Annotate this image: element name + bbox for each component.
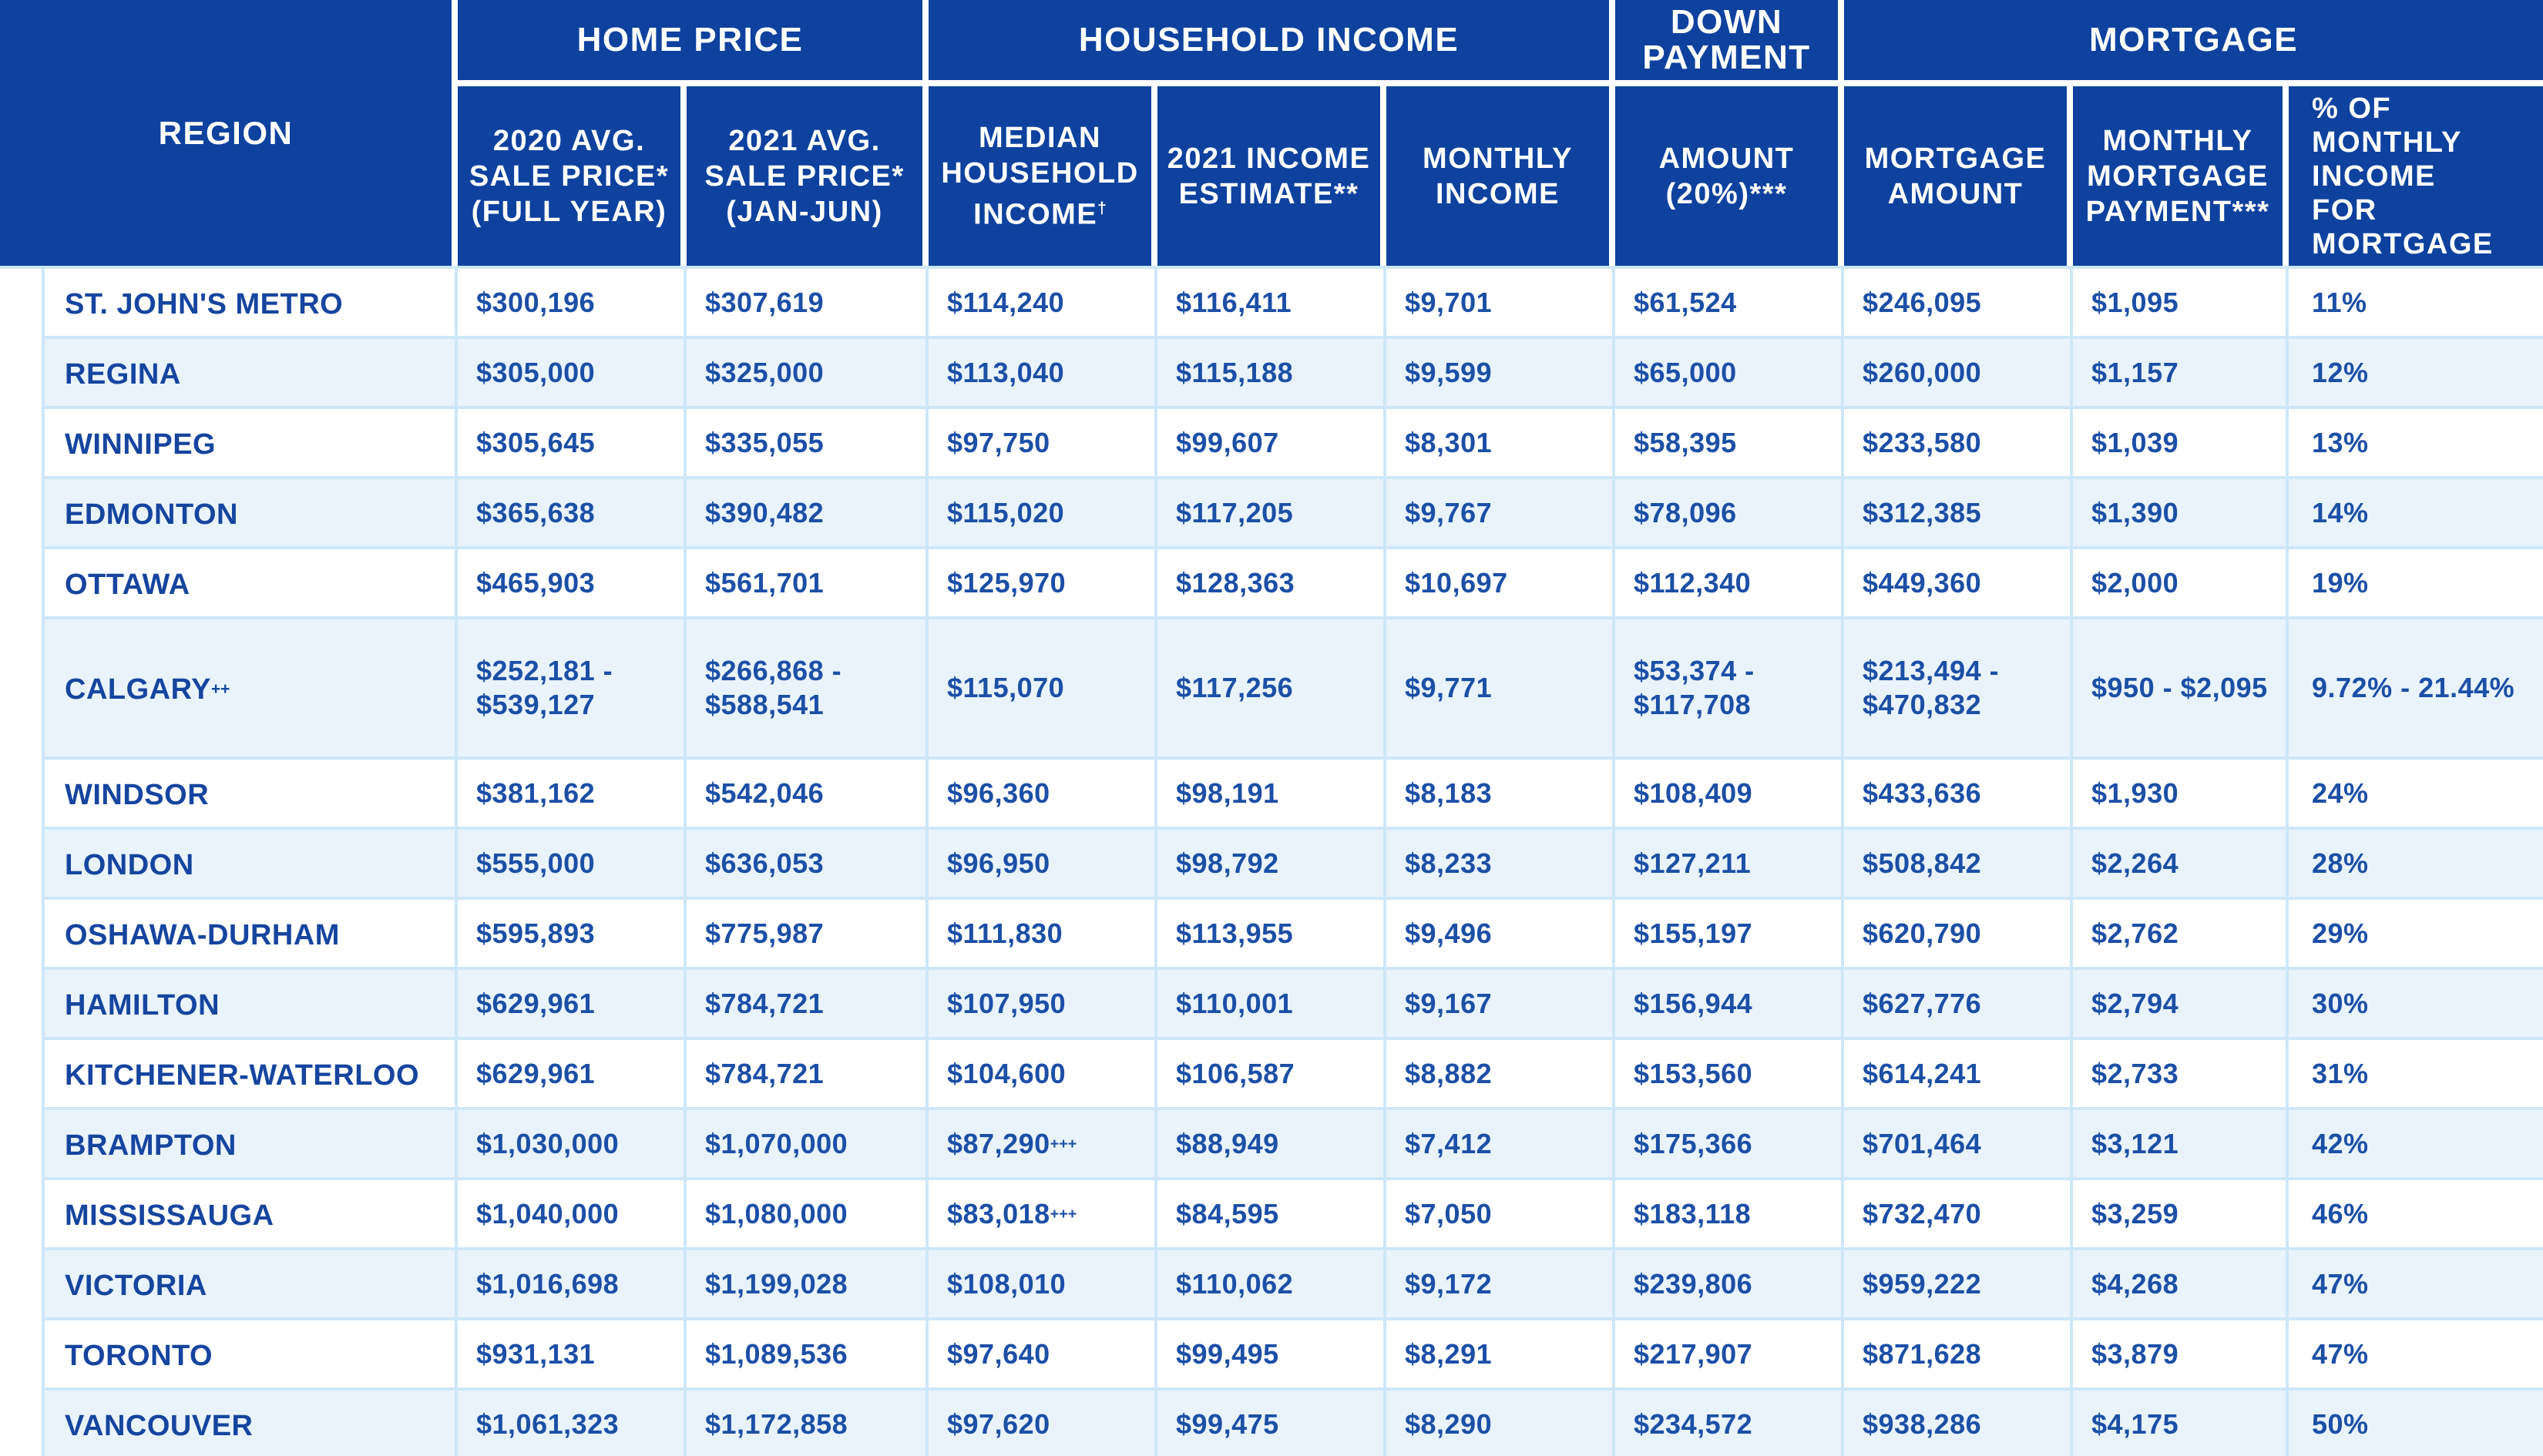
- region-cell: WINDSOR: [0, 760, 458, 830]
- table-row-calgary: [0, 619, 2543, 760]
- value-cell: $155,197: [1615, 900, 1844, 970]
- value-cell: $88,949: [1157, 1110, 1386, 1180]
- value-cell: $99,495: [1157, 1320, 1386, 1391]
- table-row-brampton: [0, 1110, 2543, 1180]
- value-cell: 47%: [2289, 1320, 2543, 1391]
- value-cell: $9,496: [1386, 900, 1615, 970]
- value-cell: $106,587: [1157, 1040, 1386, 1110]
- value-cell: 28%: [2289, 830, 2543, 900]
- value-cell: $111,830: [929, 900, 1157, 970]
- value-cell: $116,411: [1157, 269, 1386, 339]
- value-cell: $84,595: [1157, 1180, 1386, 1250]
- region-cell: HAMILTON: [0, 970, 458, 1040]
- value-cell: $2,000: [2073, 549, 2289, 619]
- header-col-label: 2021 INCOME ESTIMATE**: [1167, 142, 1371, 210]
- table-row-mississauga: [0, 1180, 2543, 1250]
- value-cell: $112,340: [1615, 549, 1844, 619]
- value-cell: $1,390: [2073, 479, 2289, 549]
- value-cell: $9,599: [1386, 339, 1615, 409]
- value-cell: $950 - $2,095: [2073, 619, 2289, 760]
- table-row-kitchener-waterloo: [0, 1040, 2543, 1110]
- value-cell: $175,366: [1615, 1110, 1844, 1180]
- value-cell: $1,157: [2073, 339, 2289, 409]
- value-cell: $2,794: [2073, 970, 2289, 1040]
- value-cell: $266,868 - $588,541: [687, 619, 929, 760]
- header-col-label: MEDIAN HOUSEHOLD INCOME†: [941, 121, 1139, 231]
- value-cell: $8,183: [1386, 760, 1615, 830]
- value-cell: $246,095: [1844, 269, 2073, 339]
- value-cell: $1,199,028: [687, 1250, 929, 1320]
- region-cell: KITCHENER-WATERLOO: [0, 1040, 458, 1110]
- value-cell: $117,205: [1157, 479, 1386, 549]
- value-cell: $65,000: [1615, 339, 1844, 409]
- header-col-2021-avg-sale-price-jan-jun: [687, 86, 929, 266]
- region-cell: ST. JOHN'S METRO: [0, 269, 458, 339]
- value-cell: $260,000: [1844, 339, 2073, 409]
- value-cell: $784,721: [687, 1040, 929, 1110]
- header-col-2020-avg-sale-price-full-year: [458, 86, 687, 266]
- value-cell: $53,374 - $117,708: [1615, 619, 1844, 760]
- header-col-label: % OF MONTHLY INCOME FOR MORTGAGE: [2312, 92, 2494, 260]
- header-col-label: AMOUNT (20%)***: [1658, 142, 1795, 210]
- value-cell: $305,000: [458, 339, 687, 409]
- value-cell: $465,903: [458, 549, 687, 619]
- value-cell: $1,030,000: [458, 1110, 687, 1180]
- value-cell: $114,240: [929, 269, 1157, 339]
- value-cell: $8,882: [1386, 1040, 1615, 1110]
- header-col-label: 2020 AVG. SALE PRICE* (FULL YEAR): [469, 124, 670, 228]
- value-cell: $125,970: [929, 549, 1157, 619]
- value-cell: $115,188: [1157, 339, 1386, 409]
- value-cell: $8,290: [1386, 1391, 1615, 1456]
- region-cell: BRAMPTON: [0, 1110, 458, 1180]
- value-cell: $1,070,000: [687, 1110, 929, 1180]
- region-cell: REGINA: [0, 339, 458, 409]
- value-cell: $252,181 - $539,127: [458, 619, 687, 760]
- value-cell: $110,001: [1157, 970, 1386, 1040]
- value-cell: $234,572: [1615, 1391, 1844, 1456]
- value-cell: $627,776: [1844, 970, 2073, 1040]
- value-cell: $629,961: [458, 970, 687, 1040]
- value-cell: $233,580: [1844, 409, 2073, 479]
- value-cell: $7,412: [1386, 1110, 1615, 1180]
- value-cell: $217,907: [1615, 1320, 1844, 1391]
- value-cell: $96,950: [929, 830, 1157, 900]
- value-cell: $99,607: [1157, 409, 1386, 479]
- header-group-down-payment: DOWN PAYMENT: [1615, 0, 1844, 86]
- value-cell: $128,363: [1157, 549, 1386, 619]
- value-cell: $2,733: [2073, 1040, 2289, 1110]
- header-group-mortgage: MORTGAGE: [1844, 0, 2543, 86]
- value-cell: $10,697: [1386, 549, 1615, 619]
- value-cell: $325,000: [687, 339, 929, 409]
- value-cell: $1,016,698: [458, 1250, 687, 1320]
- value-cell: $775,987: [687, 900, 929, 970]
- value-cell: $110,062: [1157, 1250, 1386, 1320]
- value-cell: $99,475: [1157, 1391, 1386, 1456]
- value-cell: $561,701: [687, 549, 929, 619]
- region-cell: CALGARY ++: [0, 619, 458, 760]
- value-cell: $8,233: [1386, 830, 1615, 900]
- table-row-windsor: [0, 760, 2543, 830]
- value-cell: $595,893: [458, 900, 687, 970]
- value-cell: $97,750: [929, 409, 1157, 479]
- header-col-mortgage-amount: [1844, 86, 2073, 266]
- value-cell: $96,360: [929, 760, 1157, 830]
- value-cell: $1,040,000: [458, 1180, 687, 1250]
- value-cell: 31%: [2289, 1040, 2543, 1110]
- value-cell: $239,806: [1615, 1250, 1844, 1320]
- value-cell: 47%: [2289, 1250, 2543, 1320]
- value-cell: $629,961: [458, 1040, 687, 1110]
- value-cell: $305,645: [458, 409, 687, 479]
- value-cell: $107,950: [929, 970, 1157, 1040]
- value-cell: $784,721: [687, 970, 929, 1040]
- value-cell: 14%: [2289, 479, 2543, 549]
- value-cell: 30%: [2289, 970, 2543, 1040]
- value-cell: $83,018 +++: [929, 1180, 1157, 1250]
- value-cell: 12%: [2289, 339, 2543, 409]
- header-col-of-monthly-income-for-mortgage: [2289, 86, 2543, 266]
- value-cell: $3,259: [2073, 1180, 2289, 1250]
- table-row-winnipeg: [0, 409, 2543, 479]
- value-cell: $3,121: [2073, 1110, 2289, 1180]
- value-cell: $98,191: [1157, 760, 1386, 830]
- value-cell: $104,600: [929, 1040, 1157, 1110]
- value-cell: $701,464: [1844, 1110, 2073, 1180]
- value-cell: 24%: [2289, 760, 2543, 830]
- value-cell: $542,046: [687, 760, 929, 830]
- value-cell: $2,762: [2073, 900, 2289, 970]
- value-cell: 46%: [2289, 1180, 2543, 1250]
- table-row-oshawa-durham: [0, 900, 2543, 970]
- value-cell: $78,096: [1615, 479, 1844, 549]
- value-cell: $2,264: [2073, 830, 2289, 900]
- region-cell: VICTORIA: [0, 1250, 458, 1320]
- value-cell: $636,053: [687, 830, 929, 900]
- value-cell: $1,080,000: [687, 1180, 929, 1250]
- value-cell: $390,482: [687, 479, 929, 549]
- header-col-median-household-income: [929, 86, 1157, 266]
- table-row-st-john-s-metro: [0, 269, 2543, 339]
- region-cell: WINNIPEG: [0, 409, 458, 479]
- region-cell: LONDON: [0, 830, 458, 900]
- header-col-label: MONTHLY MORTGAGE PAYMENT***: [2085, 124, 2270, 228]
- value-cell: $555,000: [458, 830, 687, 900]
- value-cell: $1,039: [2073, 409, 2289, 479]
- table-header: [0, 0, 2543, 266]
- value-cell: $113,955: [1157, 900, 1386, 970]
- value-cell: $9,771: [1386, 619, 1615, 760]
- value-cell: $8,301: [1386, 409, 1615, 479]
- value-cell: $108,409: [1615, 760, 1844, 830]
- region-cell: MISSISSAUGA: [0, 1180, 458, 1250]
- table-body: [0, 266, 2543, 1456]
- header-col-label: MORTGAGE AMOUNT: [1864, 142, 2047, 210]
- value-cell: $127,211: [1615, 830, 1844, 900]
- value-cell: $97,640: [929, 1320, 1157, 1391]
- value-cell: 42%: [2289, 1110, 2543, 1180]
- value-cell: $1,089,536: [687, 1320, 929, 1391]
- value-cell: $871,628: [1844, 1320, 2073, 1391]
- value-cell: $213,494 - $470,832: [1844, 619, 2073, 760]
- value-cell: $3,879: [2073, 1320, 2289, 1391]
- value-cell: $9,767: [1386, 479, 1615, 549]
- value-cell: $58,395: [1615, 409, 1844, 479]
- region-cell: TORONTO: [0, 1320, 458, 1391]
- value-cell: $959,222: [1844, 1250, 2073, 1320]
- value-cell: $365,638: [458, 479, 687, 549]
- header-col-monthly-mortgage-payment: [2073, 86, 2289, 266]
- value-cell: 11%: [2289, 269, 2543, 339]
- region-cell: EDMONTON: [0, 479, 458, 549]
- value-cell: $7,050: [1386, 1180, 1615, 1250]
- value-cell: $9,167: [1386, 970, 1615, 1040]
- table-row-ottawa: [0, 549, 2543, 619]
- value-cell: $614,241: [1844, 1040, 2073, 1110]
- value-cell: $732,470: [1844, 1180, 2073, 1250]
- value-cell: $4,175: [2073, 1391, 2289, 1456]
- value-cell: $153,560: [1615, 1040, 1844, 1110]
- header-col-2021-income-estimate: [1157, 86, 1386, 266]
- value-cell: $117,256: [1157, 619, 1386, 760]
- value-cell: $9,701: [1386, 269, 1615, 339]
- table-row-vancouver: [0, 1391, 2543, 1456]
- value-cell: $108,010: [929, 1250, 1157, 1320]
- table-row-london: [0, 830, 2543, 900]
- value-cell: $61,524: [1615, 269, 1844, 339]
- header-col-label: 2021 AVG. SALE PRICE* (JAN-JUN): [704, 124, 905, 228]
- value-cell: $115,070: [929, 619, 1157, 760]
- value-cell: $307,619: [687, 269, 929, 339]
- table-row-victoria: [0, 1250, 2543, 1320]
- value-cell: $113,040: [929, 339, 1157, 409]
- value-cell: $620,790: [1844, 900, 2073, 970]
- region-cell: OTTAWA: [0, 549, 458, 619]
- value-cell: 29%: [2289, 900, 2543, 970]
- value-cell: $931,131: [458, 1320, 687, 1391]
- value-cell: 19%: [2289, 549, 2543, 619]
- header-region: REGION: [0, 0, 458, 266]
- value-cell: 13%: [2289, 409, 2543, 479]
- header-col-label: MONTHLY INCOME: [1423, 142, 1573, 210]
- region-cell: OSHAWA-DURHAM: [0, 900, 458, 970]
- header-group-household-income: HOUSEHOLD INCOME: [929, 0, 1615, 86]
- region-cell: VANCOUVER: [0, 1391, 458, 1456]
- value-cell: $115,020: [929, 479, 1157, 549]
- value-cell: $1,172,858: [687, 1391, 929, 1456]
- header-col-monthly-income: [1386, 86, 1615, 266]
- value-cell: $508,842: [1844, 830, 2073, 900]
- table-row-edmonton: [0, 479, 2543, 549]
- value-cell: 9.72% - 21.44%: [2289, 619, 2543, 760]
- value-cell: $449,360: [1844, 549, 2073, 619]
- value-cell: $312,385: [1844, 479, 2073, 549]
- value-cell: $9,172: [1386, 1250, 1615, 1320]
- header-col-amount-20: [1615, 86, 1844, 266]
- table-row-regina: [0, 339, 2543, 409]
- header-group-home-price: HOME PRICE: [458, 0, 929, 86]
- value-cell: $1,061,323: [458, 1391, 687, 1456]
- value-cell: $381,162: [458, 760, 687, 830]
- value-cell: $183,118: [1615, 1180, 1844, 1250]
- value-cell: $300,196: [458, 269, 687, 339]
- table-row-toronto: [0, 1320, 2543, 1391]
- value-cell: $156,944: [1615, 970, 1844, 1040]
- table-row-hamilton: [0, 970, 2543, 1040]
- value-cell: $433,636: [1844, 760, 2073, 830]
- value-cell: $335,055: [687, 409, 929, 479]
- value-cell: $4,268: [2073, 1250, 2289, 1320]
- value-cell: $938,286: [1844, 1391, 2073, 1456]
- value-cell: $87,290 +++: [929, 1110, 1157, 1180]
- value-cell: $98,792: [1157, 830, 1386, 900]
- value-cell: $1,930: [2073, 760, 2289, 830]
- value-cell: $8,291: [1386, 1320, 1615, 1391]
- value-cell: 50%: [2289, 1391, 2543, 1456]
- value-cell: $1,095: [2073, 269, 2289, 339]
- value-cell: $97,620: [929, 1391, 1157, 1456]
